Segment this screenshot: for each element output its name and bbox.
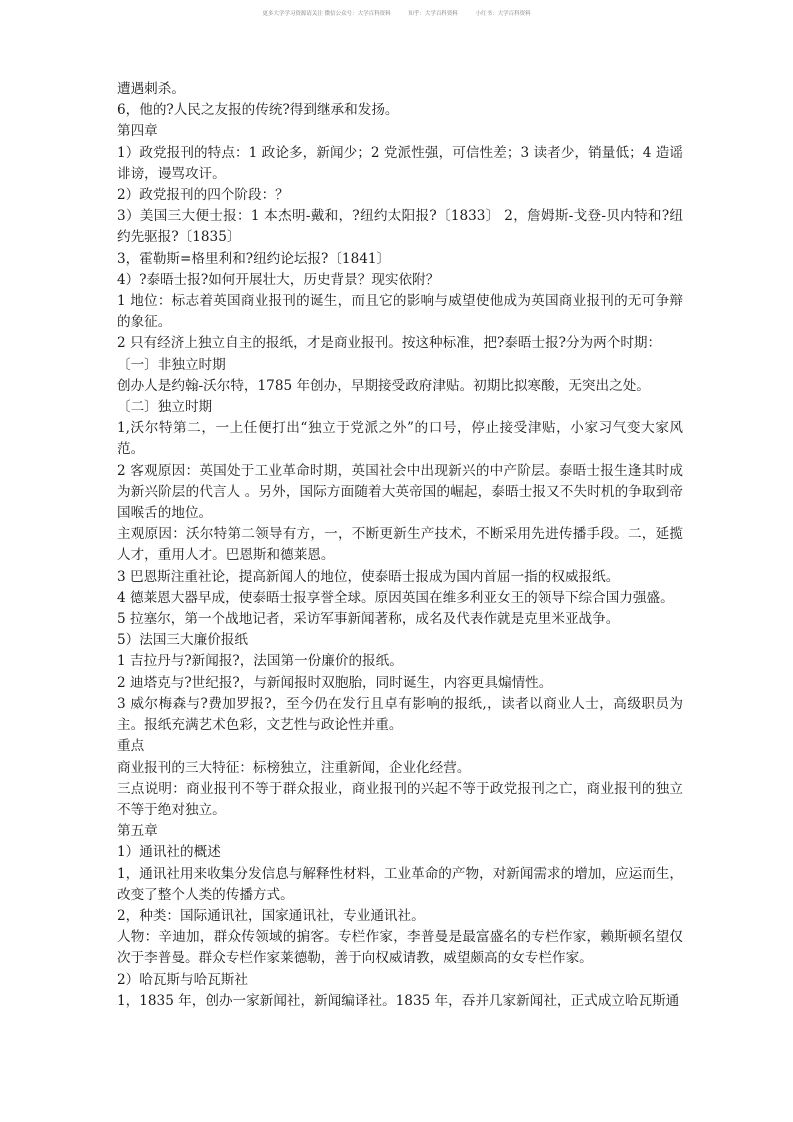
- paragraph: 1，通讯社用来收集分发信息与解释性材料，工业革命的产物，对新闻需求的增加，应运而生，改变了整个人类的传播方式。: [117, 865, 683, 903]
- header-wechat-text: 更多大学学习资源请关注 微信公众号：大学百科资料: [262, 11, 391, 17]
- paragraph: 1 地位：标志着英国商业报刊的诞生，而且它的影响与威望使他成为英国商业报刊的无可争辩的象征。: [117, 293, 683, 331]
- paragraph: 1）通讯社的概述: [117, 844, 221, 861]
- paragraph: 1）政党报刊的特点：1 政论多，新闻少；2 党派性强，可信性差；3 读者少，销量低；4 造谣诽谤，谩骂攻讦。: [117, 144, 683, 182]
- paragraph: 4 德莱恩大器早成，使泰晤士报享誉全球。原因英国在维多利亚女王的领导下综合国力强盛。: [117, 589, 674, 606]
- paragraph: 3，霍勒斯=格里利和?纽约论坛报?〔1841〕: [117, 250, 391, 267]
- paragraph: 1，1835 年，创办一家新闻社，新闻编译社。1835 年，吞并几家新闻社，正式成立哈瓦斯通: [117, 992, 680, 1009]
- paragraph: 5）法国三大廉价报纸: [117, 632, 248, 649]
- section-heading: 〔一〕非独立时期: [117, 356, 226, 373]
- paragraph: 3）美国三大便士报：1 本杰明-戴和，?纽约太阳报?〔1833〕 2，詹姆斯-戈登-贝内特和?纽约先驱报?〔1835〕: [117, 208, 683, 246]
- paragraph: 2 只有经济上独立自主的报纸，才是商业报刊。按这种标准，把?泰晤士报?分为两个时期：: [117, 335, 662, 352]
- header-zhihu-text: 知乎：大学百科资料: [408, 11, 458, 17]
- paragraph: 4）?泰晤士报?如何开展壮大，历史背景？现实依附？: [117, 271, 440, 288]
- paragraph: 3 巴恩斯注重社论，提高新闻人的地位，使泰晤士报成为国内首屈一指的权威报纸。: [117, 568, 620, 585]
- document-body: [117, 79, 683, 1012]
- paragraph: 3 威尔梅森与?费加罗报?，至今仍在发行且卓有影响的报纸,，读者以商业人士，高级职员为主。报纸充满艺术色彩，文艺性与政论性并重。: [117, 695, 683, 734]
- chapter-heading: 第四章: [117, 123, 158, 140]
- paragraph: 三点说明：商业报刊不等于群众报业，商业报刊的兴起不等于政党报刊之亡，商业报刊的独立不等于绝对独立。: [117, 780, 683, 818]
- paragraph: 2 迪塔克与?世纪报?，与新闻报时双胞胎，同时诞生，内容更具煽情性。: [117, 674, 553, 691]
- paragraph: 主观原因：沃尔特第二领导有方，一，不断更新生产技术，不断采用先进传播手段。二，延揽人才，重用人才。巴恩斯和德莱恩。: [117, 526, 683, 564]
- paragraph: 2）哈瓦斯与哈瓦斯社: [117, 971, 248, 988]
- page-header: [0, 9, 793, 17]
- paragraph: 2，种类：国际通讯社，国家通讯社，专业通讯社。: [117, 907, 425, 924]
- chapter-heading: 第五章: [117, 823, 158, 840]
- paragraph: 1,沃尔特第二，一上任便打出“独立于党派之外”的口号，停止接受津贴，小家习气变大家风范。: [117, 420, 683, 458]
- paragraph: 遭遇刺杀。: [117, 81, 185, 97]
- paragraph: 2 客观原因：英国处于工业革命时期，英国社会中出现新兴的中产阶层。泰晤士报生逢其时成为新兴阶层的代言人 。另外，国际方面随着大英帝国的崛起，泰晤士报又不失时机的争取到帝国喉舌的地位。: [117, 462, 683, 522]
- paragraph: 6，他的?人民之友报的传统?得到继承和发扬。: [117, 102, 399, 119]
- paragraph: 人物：辛迪加，群众传领域的掮客。专栏作家，李普曼是最富盛名的专栏作家，赖斯顿名望仅次于李普曼。群众专栏作家莱德勒，善于向权威请教，威望颇高的女专栏作家。: [117, 929, 683, 967]
- paragraph: 1 吉拉丹与?新闻报?，法国第一份廉价的报纸。: [117, 653, 403, 670]
- paragraph: 创办人是约翰-沃尔特，1785 年创办，早期接受政府津贴。初期比拟寒酸，无突出之处。: [117, 377, 650, 394]
- header-xiaohongshu-text: 小红书：大学百科资料: [475, 11, 531, 17]
- paragraph: 5 拉塞尔，第一个战地记者，采访军事新闻著称，成名及代表作就是克里米亚战争。: [117, 611, 620, 628]
- section-heading: 重点: [117, 738, 145, 755]
- paragraph: 商业报刊的三大特征：标榜独立，注重新闻，企业化经营。: [117, 759, 471, 776]
- section-heading: 〔二〕独立时期: [117, 399, 213, 416]
- paragraph: 2）政党报刊的四个阶段：？: [117, 187, 289, 204]
